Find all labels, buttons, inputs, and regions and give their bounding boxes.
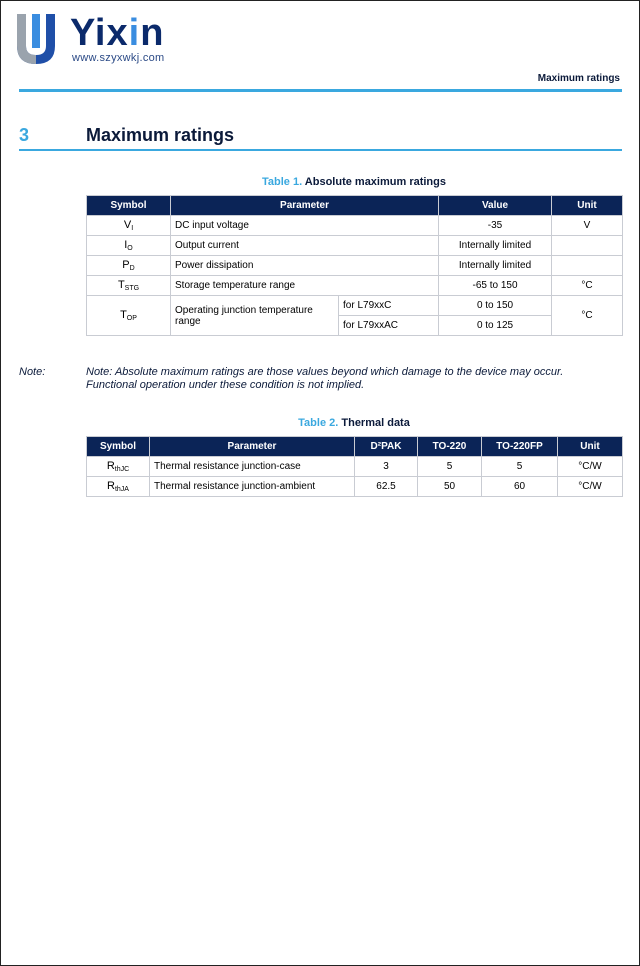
col-header-value: Value: [439, 196, 552, 216]
absolute-max-ratings-table: [86, 195, 623, 336]
running-title: Maximum ratings: [537, 73, 620, 84]
symbol-cell: $T_{OP}$: [87, 296, 171, 336]
value-cell: Internally limited: [439, 236, 552, 256]
value-cell: 0 to 150: [439, 296, 552, 316]
table-header-row: [87, 196, 623, 216]
table-row: [87, 457, 623, 477]
unit-cell: °C: [552, 296, 623, 336]
to220fp-cell: 60: [482, 477, 558, 497]
col-header-parameter: Parameter: [171, 196, 439, 216]
logo-wordmark: Yixin: [70, 12, 165, 54]
section-divider: [19, 149, 622, 151]
col-header-to220: TO-220: [418, 437, 482, 457]
note-text: Note: Absolute maximum ratings are those values beyond which damage to the device may occur. Functional operation under these condition is not implied.: [86, 366, 564, 391]
unit-cell: [552, 236, 623, 256]
table-row: [87, 276, 623, 296]
logo-url: www.szyxwkj.com: [72, 52, 165, 64]
parameter-cell: DC input voltage: [171, 216, 439, 236]
parameter-cell: Thermal resistance junction-case: [150, 457, 355, 477]
table-header-row: [87, 437, 623, 457]
unit-cell: °C/W: [558, 457, 623, 477]
table-row: [87, 236, 623, 256]
d2pak-cell: 3: [355, 457, 418, 477]
to220-cell: 5: [418, 457, 482, 477]
logo-mark-icon: [13, 10, 59, 68]
value-cell: Internally limited: [439, 256, 552, 276]
symbol-cell: $V_I$: [87, 216, 171, 236]
table-row: [87, 216, 623, 236]
symbol-cell: $P_D$: [87, 256, 171, 276]
company-logo: [13, 10, 178, 70]
header-divider: [19, 89, 622, 92]
col-header-to220fp: TO-220FP: [482, 437, 558, 457]
value-cell: 0 to 125: [439, 316, 552, 336]
to220-cell: 50: [418, 477, 482, 497]
section-number: 3: [19, 125, 30, 145]
col-header-parameter: Parameter: [150, 437, 355, 457]
condition-cell: for L79xxAC: [339, 316, 439, 336]
parameter-cell: Output current: [171, 236, 439, 256]
d2pak-cell: 62.5: [355, 477, 418, 497]
section-title: Maximum ratings: [86, 125, 235, 145]
parameter-cell: Operating junction temperature range: [171, 296, 339, 336]
note-label: Note:: [19, 366, 46, 378]
parameter-cell: Thermal resistance junction-ambient: [150, 477, 355, 497]
unit-cell: °C: [552, 276, 623, 296]
table-row: [87, 477, 623, 497]
symbol-cell: $I_O$: [87, 236, 171, 256]
col-header-symbol: Symbol: [87, 196, 171, 216]
value-cell: -65 to 150: [439, 276, 552, 296]
thermal-data-table: [86, 436, 623, 497]
to220fp-cell: 5: [482, 457, 558, 477]
symbol-cell: $T_{STG}$: [87, 276, 171, 296]
symbol-cell: $R_{thJC}$: [87, 457, 150, 477]
symbol-cell: $R_{thJA}$: [87, 477, 150, 497]
col-header-d2pak: D²PAK: [355, 437, 418, 457]
col-header-unit: Unit: [552, 196, 623, 216]
unit-cell: [552, 256, 623, 276]
parameter-cell: Storage temperature range: [171, 276, 439, 296]
value-cell: -35: [439, 216, 552, 236]
table1-caption: Table 1. Absolute maximum ratings: [261, 176, 446, 188]
table2-caption: Table 2. Thermal data: [298, 417, 410, 429]
col-header-unit: Unit: [558, 437, 623, 457]
table-row: [87, 256, 623, 276]
col-header-symbol: Symbol: [87, 437, 150, 457]
parameter-cell: Power dissipation: [171, 256, 439, 276]
condition-cell: for L79xxC: [339, 296, 439, 316]
table-row: [87, 296, 623, 316]
unit-cell: V: [552, 216, 623, 236]
unit-cell: °C/W: [558, 477, 623, 497]
